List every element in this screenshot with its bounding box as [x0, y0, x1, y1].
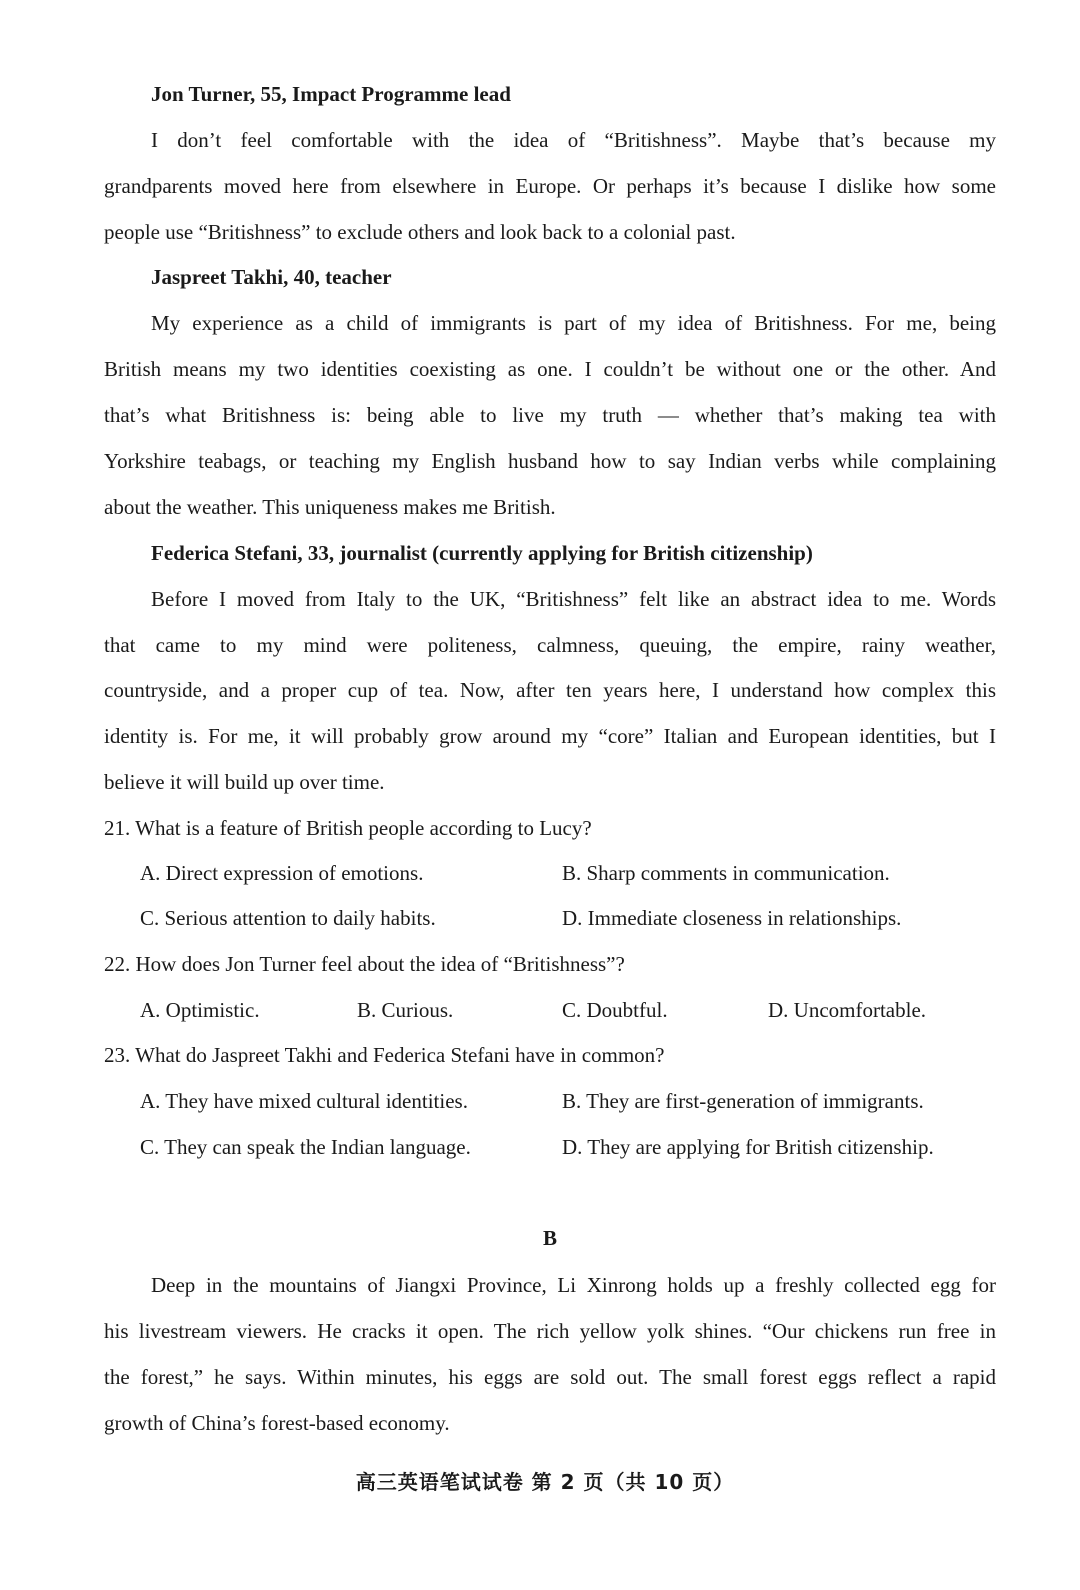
paragraph-line: My experience as a child of immigrants is part of my idea of Britishness. For me, being — [151, 311, 996, 335]
question-21-option-b[interactable]: B. Sharp comments in communication. — [562, 861, 890, 885]
paragraph-line: Yorkshire teabags, or teaching my English husband how to say Indian verbs while complaining — [104, 449, 996, 473]
paragraph-line: countryside, and a proper cup of tea. Now, after ten years here, I understand how complex this — [104, 678, 996, 702]
paragraph-line: British means my two identities coexisting as one. I couldn’t be without one or the other. And — [104, 357, 996, 381]
paragraph-line: Deep in the mountains of Jiangxi Province, Li Xinrong holds up a freshly collected egg for — [151, 1273, 996, 1297]
paragraph-line: his livestream viewers. He cracks it open. The rich yellow yolk shines. “Our chickens run free in — [104, 1319, 996, 1343]
paragraph-line: I don’t feel comfortable with the idea of “Britishness”. Maybe that’s because my — [151, 128, 996, 152]
paragraph-line: identity is. For me, it will probably grow around my “core” Italian and European identities, but I — [104, 724, 996, 748]
paragraph-line: grandparents moved here from elsewhere in Europe. Or perhaps it’s because I dislike how some — [104, 174, 996, 198]
question-22-option-b[interactable]: B. Curious. — [357, 998, 454, 1022]
speaker-heading-jon-turner: Jon Turner, 55, Impact Programme lead — [151, 82, 511, 106]
page-footer: 高三英语笔试试卷 第 2 页（共 10 页） — [355, 1470, 735, 1494]
question-23-option-d[interactable]: D. They are applying for British citizenship. — [562, 1135, 934, 1159]
question-21-option-a[interactable]: A. Direct expression of emotions. — [140, 861, 424, 885]
paragraph-line: Before I moved from Italy to the UK, “Britishness” felt like an abstract idea to me. Words — [151, 587, 996, 611]
paragraph-line: the forest,” he says. Within minutes, his eggs are sold out. The small forest eggs reflect a rapid — [104, 1365, 996, 1389]
paragraph-line: growth of China’s forest-based economy. — [104, 1411, 450, 1435]
question-22-stem: 22. How does Jon Turner feel about the idea of “Britishness”? — [104, 952, 625, 976]
question-22-option-a[interactable]: A. Optimistic. — [140, 998, 260, 1022]
paragraph-line: that came to my mind were politeness, calmness, queuing, the empire, rainy weather, — [104, 633, 996, 657]
paragraph-line: believe it will build up over time. — [104, 770, 385, 794]
speaker-heading-federica-stefani: Federica Stefani, 33, journalist (currently applying for British citizenship) — [151, 541, 813, 565]
question-23-stem: 23. What do Jaspreet Takhi and Federica Stefani have in common? — [104, 1043, 665, 1067]
question-22-option-c[interactable]: C. Doubtful. — [562, 998, 668, 1022]
question-21-option-c[interactable]: C. Serious attention to daily habits. — [140, 906, 436, 930]
paragraph-line: about the weather. This uniqueness makes me British. — [104, 495, 556, 519]
question-21-option-d[interactable]: D. Immediate closeness in relationships. — [562, 906, 902, 930]
question-23-option-c[interactable]: C. They can speak the Indian language. — [140, 1135, 471, 1159]
question-22-option-d[interactable]: D. Uncomfortable. — [768, 998, 927, 1022]
question-21-stem: 21. What is a feature of British people according to Lucy? — [104, 816, 592, 840]
section-b-title: B — [542, 1226, 557, 1250]
speaker-heading-jaspreet-takhi: Jaspreet Takhi, 40, teacher — [151, 265, 392, 289]
paragraph-line: that’s what Britishness is: being able to live my truth — whether that’s making tea with — [104, 403, 996, 427]
question-23-option-a[interactable]: A. They have mixed cultural identities. — [140, 1089, 468, 1113]
paragraph-line: people use “Britishness” to exclude others and look back to a colonial past. — [104, 220, 736, 244]
question-23-option-b[interactable]: B. They are first-generation of immigrants. — [562, 1089, 924, 1113]
